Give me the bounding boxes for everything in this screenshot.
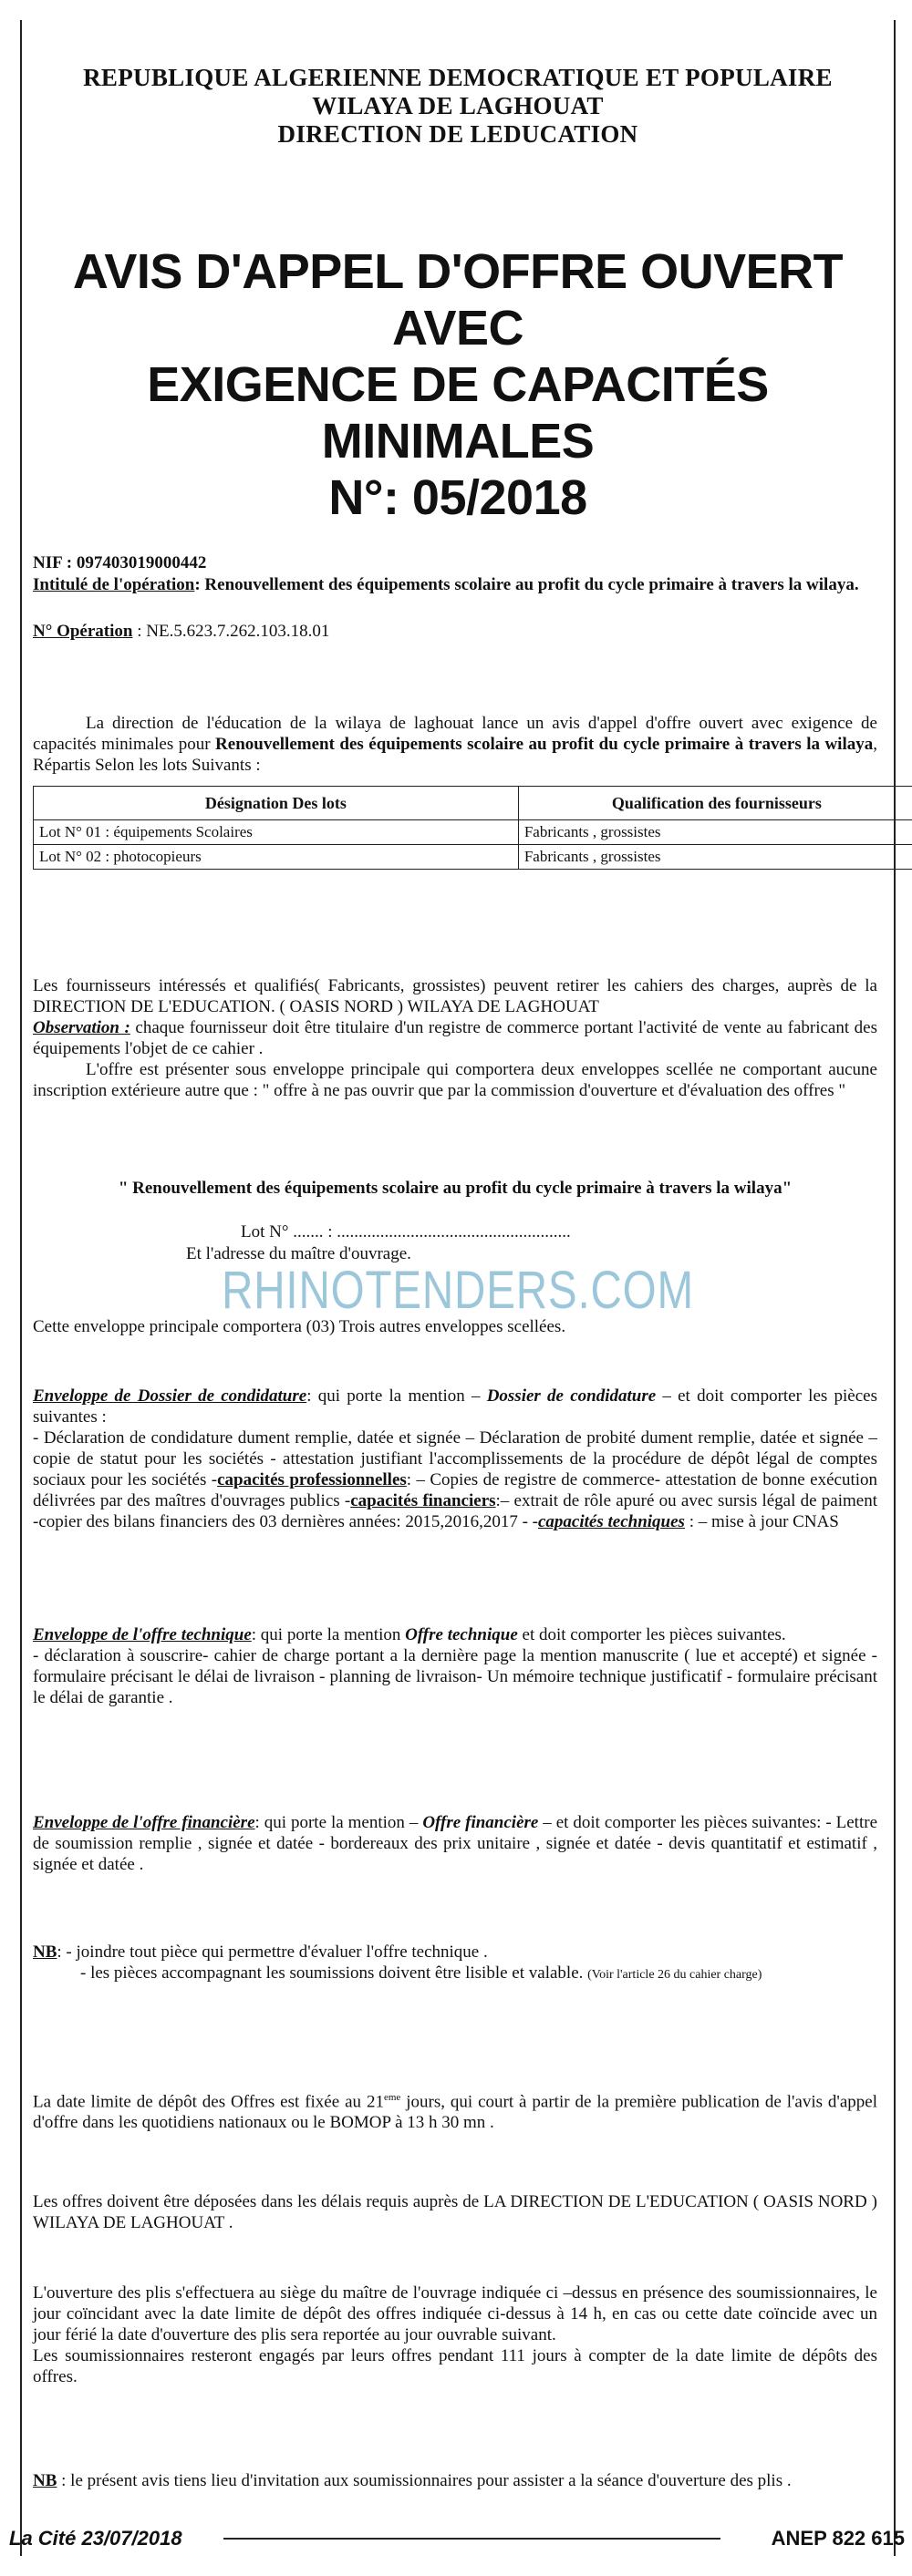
notice-title <box>22 243 894 526</box>
adresse-line: Et l'adresse du maître d'ouvrage. <box>186 1244 411 1263</box>
delai-sup: eme <box>383 2092 401 2103</box>
nif-value: NIF : 097403019000442 <box>33 553 207 572</box>
lots-table <box>33 786 912 870</box>
delai-text-1: La date limite de dépôt des Offres est fixée au 21 <box>33 2092 384 2112</box>
ouverture-paragraph <box>33 2282 877 2387</box>
principale-line: Cette enveloppe principale comportera (03) Trois autres enveloppes scellées. <box>33 1317 566 1336</box>
nb2-text: : le présent avis tiens lieu d'invitation aux soumissionnaires pour assister a la séance d'ouverture des plis . <box>57 2471 792 2490</box>
observation-label: Observation : <box>33 1018 130 1037</box>
intro-paragraph <box>33 713 877 776</box>
notice-page <box>20 20 896 2556</box>
footer <box>0 2527 912 2554</box>
lot-designation: Lot N° 02 : photocopieurs <box>34 845 519 870</box>
nb-note: (Voir l'article 26 du cahier charge) <box>587 1968 762 1982</box>
capacites-techniques: capacités techniques <box>538 1512 685 1531</box>
financiere-label: Enveloppe de l'offre financière <box>33 1813 255 1832</box>
footer-reference: ANEP 822 615 <box>771 2527 905 2550</box>
nb-line-1: : - joindre tout pièce qui permettre d'évaluer l'offre technique . <box>57 1942 488 1962</box>
title-line-3: N°: 05/2018 <box>328 470 587 525</box>
operation-line <box>33 622 876 642</box>
lots-table-header <box>34 787 912 820</box>
candidature-body-4: : – mise à jour CNAS <box>684 1512 839 1531</box>
footer-publication: La Cité 23/07/2018 <box>9 2527 182 2550</box>
table-row <box>34 820 912 845</box>
candidature-body: - Déclaration de condidature dument remplie, datée et signée – Déclaration de probité dument remplie, datée et signée – copie de statut pour les sociétés - attestation justifiant l'accomplissements de la procédure de dépôt légal de comptes sociaux pour les sociétés - <box>33 1428 877 1489</box>
issuer-header <box>22 64 894 149</box>
nb-section-1 <box>33 1942 877 1985</box>
operation-value: : NE.5.623.7.262.103.18.01 <box>137 622 330 641</box>
candidature-section <box>33 1386 877 1532</box>
nb-label: NB <box>33 1942 57 1962</box>
intitule-label: Intitulé de l'opération <box>33 575 195 594</box>
intro-bold: Renouvellement des équipements scolaire au profit du cycle primaire à travers la wilaya <box>215 735 874 754</box>
ouverture-text-2: Les soumissionnaires resteront engagés par leurs offres pendant 111 jours à compter de la date limite de dépôts des offres. <box>33 2346 877 2386</box>
title-line-1: AVIS D'APPEL D'OFFRE OUVERT AVEC <box>72 244 844 355</box>
financiere-mention: Offre financière <box>422 1813 539 1832</box>
intro-text-1: La direction de l'éducation de la wilaya de laghouat lance un avis d'appel d'offre ouvert avec exigence de capacités minimales pour <box>33 714 877 754</box>
lot-designation: Lot N° 01 : équipements Scolaires <box>34 820 519 845</box>
retrait-paragraph <box>33 975 877 1101</box>
intitule-line <box>33 575 876 595</box>
lot-qualification: Fabricants , grossistes <box>518 820 912 845</box>
candidature-body-2: : – Copies de registre de commerce- attestation de bonne exécution délivrées par des maîtres d'ouvrages publics - <box>33 1470 877 1510</box>
lot-qualification: Fabricants , grossistes <box>518 845 912 870</box>
technique-label: Enveloppe de l'offre technique <box>33 1625 252 1644</box>
intitule-value: : Renouvellement des équipements scolaire au profit du cycle primaire à travers la wilaya. <box>194 575 859 594</box>
operation-label: N° Opération <box>33 622 133 641</box>
financiere-section <box>33 1812 877 1875</box>
observation-text: chaque fournisseur doit être titulaire d'un registre de commerce portant l'activité de vente au fabricant des équipements l'objet de ce cahier . <box>33 1018 877 1058</box>
header-line-1: REPUBLIQUE ALGERIENNE DEMOCRATIQUE ET POPULAIRE <box>83 64 833 91</box>
title-line-2: EXIGENCE DE CAPACITÉS MINIMALES <box>147 357 769 469</box>
candidature-text-1: : qui porte la mention – <box>306 1386 487 1406</box>
intro-text-2: , Répartis Selon les lots Suivants : <box>33 735 877 775</box>
table-row <box>34 845 912 870</box>
capacites-financiers: capacités financiers <box>350 1491 496 1510</box>
ouverture-text-1: L'ouverture des plis s'effectuera au siège du maître de l'ouvrage indiquée ci –dessus en présence des soumissionnaires, le jour coïncidant avec la date limite de dépôt des offres indiquée ci-dessus à 14 h, en cas ou cette date coïncide avec un jour férié la date d'ouverture des plis sera reportée au jour ouvrable suivant. <box>33 2283 877 2344</box>
technique-mention: Offre technique <box>405 1625 518 1644</box>
header-line-2: WILAYA DE LAGHOUAT <box>312 92 604 119</box>
footer-rule <box>223 2538 720 2540</box>
financiere-text-1: : qui porte la mention – <box>254 1813 423 1832</box>
delai-paragraph <box>33 2087 877 2133</box>
enveloppe-title: " Renouvellement des équipements scolaire au profit du cycle primaire à travers la wilaya" <box>118 1179 793 1198</box>
candidature-mention: Dossier de condidature <box>486 1386 657 1406</box>
nb2-label: NB <box>33 2471 57 2490</box>
offre-text: L'offre est présenter sous enveloppe principale qui comportera deux enveloppes scellée ne comportant aucune inscription extérieure autre que : " offre à ne pas ouvrir que par la commission d'ouverture et d'évaluation des offres " <box>33 1060 877 1100</box>
nb-section-2 <box>33 2470 877 2491</box>
nb-line-2: - les pièces accompagnant les soumissions doivent être lisible et valable. <box>80 1963 584 1983</box>
nif-line <box>33 553 876 573</box>
lot-line: Lot N° ....... : ...................................................... <box>241 1222 571 1242</box>
technique-section <box>33 1624 877 1708</box>
retrait-text: Les fournisseurs intéressés et qualifiés( Fabricants, grossistes) peuvent retirer les cahiers des charges, auprès de la DIRECTION DE L'EDUCATION. ( OASIS NORD ) WILAYA DE LAGHOUAT <box>33 976 877 1016</box>
technique-body: - déclaration à souscrire- cahier de charge portant a la dernière page la mention manuscrite ( lue et accepté) et signée - formulaire précisant le délai de livraison - planning de livraison- Un mémoire technique justificatif - formulaire précisant le délai de garantie . <box>33 1646 877 1707</box>
candidature-text-2: – et doit comporter les pièces suivantes : <box>33 1386 877 1427</box>
delai-text-2: jours, qui court à partir de la première publication de l'avis d'appel d'offre dans les quotidiens nationaux ou le BOMOP à 13 h 30 mn . <box>33 2092 877 2133</box>
financiere-text-2: – et doit comporter les pièces suivantes: - Lettre de soumission remplie , signée et datée - bordereaux des prix unitaire , signée et datée - devis quantitatif et estimatif , signée et datée . <box>33 1813 878 1874</box>
technique-text-1: : qui porte la mention <box>251 1625 406 1644</box>
col-qualification: Qualification des fournisseurs <box>518 787 912 820</box>
watermark: RHINOTENDERS.COM <box>222 1261 694 1320</box>
candidature-label: Enveloppe de Dossier de condidature <box>33 1386 307 1406</box>
header-line-3: DIRECTION DE LEDUCATION <box>277 120 638 148</box>
candidature-body-3: :– extrait de rôle apuré ou avec sursis légal de paiment -copier des bilans financiers des 03 dernières années: 2015,2016,2017 - - <box>33 1491 877 1531</box>
technique-text-2: et doit comporter les pièces suivantes. <box>517 1625 786 1644</box>
capacites-professionnelles: capacités professionnelles <box>217 1470 407 1489</box>
depot-paragraph: Les offres doivent être déposées dans les délais requis auprès de LA DIRECTION DE L'EDUCATION ( OASIS NORD ) WILAYA DE LAGHOUAT . <box>33 2192 877 2232</box>
col-designation: Désignation Des lots <box>34 787 519 820</box>
